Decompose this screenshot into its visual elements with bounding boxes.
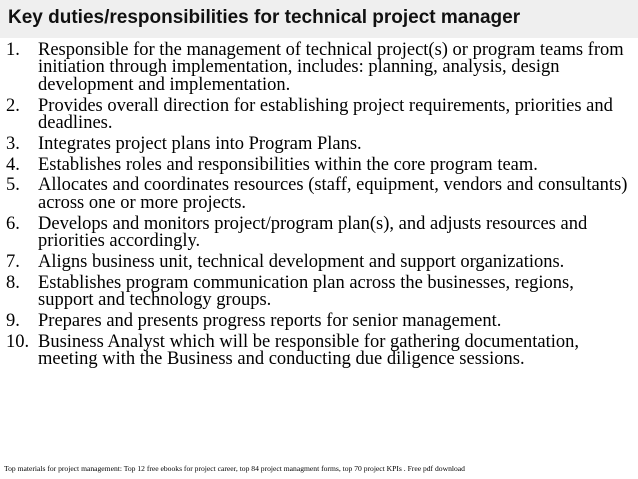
duty-text: Provides overall direction for establishing project requirements, priorities and deadlines. (38, 95, 613, 134)
duty-item (6, 42, 632, 94)
footer-text: Top materials for project management: Top 12 free ebooks for project career, top 84 project managment forms, top 70 project KPIs . Free pdf download (4, 464, 465, 473)
duty-list (6, 42, 632, 372)
duty-item (6, 213, 632, 252)
duty-text: Aligns business unit, technical development and support organizations. (38, 251, 565, 272)
duty-number: 8. (6, 272, 20, 293)
duty-item (6, 272, 632, 311)
duty-text: Allocates and coordinates resources (staff, equipment, vendors and consultants) across one or more projects. (38, 175, 628, 213)
duty-text: Prepares and presents progress reports for senior management. (38, 310, 502, 331)
duty-number: 5. (6, 175, 20, 196)
duty-item (6, 310, 632, 331)
duty-number: 6. (6, 213, 20, 234)
duty-number: 1. (6, 40, 20, 60)
duty-text: Business Analyst which will be responsible for gathering documentation, meeting with the Business and conducting due diligence sessions. (38, 331, 580, 370)
slide-title: Key duties/responsibilities for technical project manager (8, 7, 521, 28)
duty-text: Establishes roles and responsibilities within the core program team. (38, 154, 538, 175)
duty-number: 2. (6, 95, 20, 116)
duty-number: 4. (6, 154, 20, 175)
duty-text: Responsible for the management of technical project(s) or program teams from initiation through implementation, includes: planning, analysis, design development and implementation. (38, 40, 624, 95)
duty-number: 3. (6, 133, 20, 154)
duty-text: Develops and monitors project/program plan(s), and adjusts resources and priorities accordingly. (38, 213, 588, 252)
duty-item (6, 251, 632, 272)
duty-number: 7. (6, 251, 20, 272)
duty-item (6, 95, 632, 134)
duty-text: Establishes program communication plan across the businesses, regions, support and technology groups. (38, 272, 574, 311)
duty-item (6, 177, 632, 212)
duty-number: 9. (6, 310, 20, 331)
duty-number: 10. (6, 331, 30, 352)
duty-item (6, 154, 632, 175)
duty-item (6, 331, 632, 370)
duty-text: Integrates project plans into Program Plans. (38, 133, 362, 154)
duty-item (6, 133, 632, 154)
